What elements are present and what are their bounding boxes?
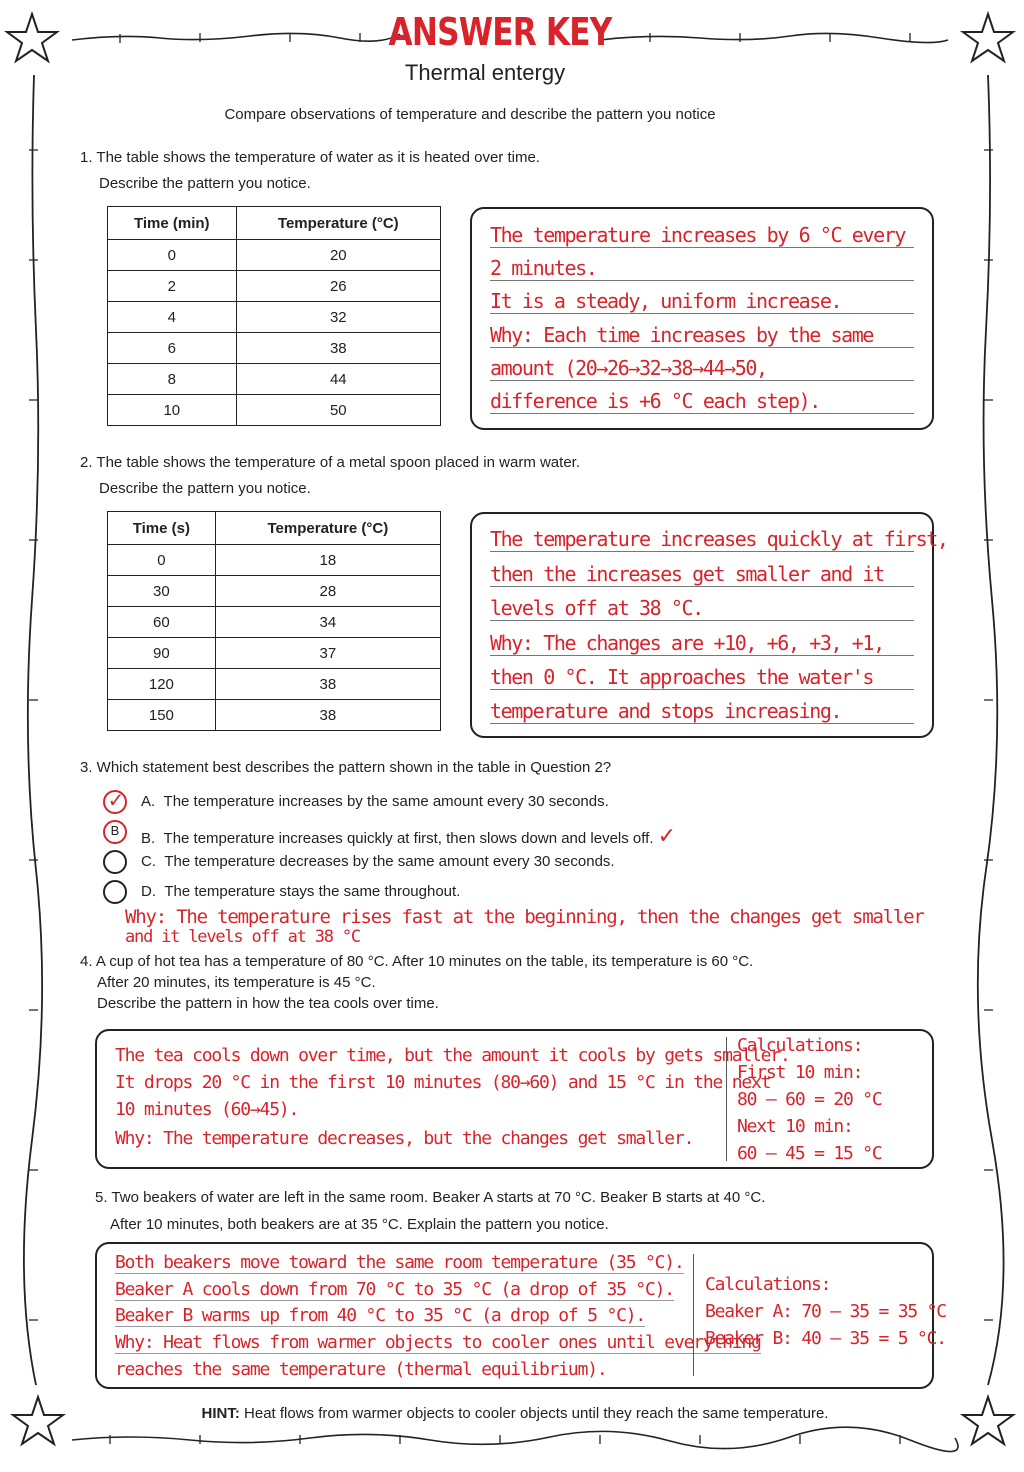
table-row: 8 44 (108, 364, 441, 395)
divider (693, 1254, 694, 1376)
q5-prompt: 5. Two beakers of water are left in the same room. Beaker A starts at 70 °C. Beaker B starts at 40 °C. (95, 1189, 766, 1206)
q2-answer-box (470, 512, 948, 738)
answer-line: Why: The temperature decreases, but the changes get smaller. (115, 1128, 694, 1149)
answer-line: The tea cools down over time, but the amount it cools by gets smaller. (115, 1045, 790, 1066)
q5-prompt-2: After 10 minutes, both beakers are at 35 °C. Explain the pattern you notice. (110, 1216, 609, 1233)
q1-prompt: 1. The table shows the temperature of water as it is heated over time. (80, 149, 540, 166)
checkmark-icon: ✓ (107, 790, 125, 812)
table-row: 4 32 (108, 302, 441, 333)
col-header: Time (s) (108, 512, 216, 545)
divider (726, 1037, 727, 1161)
option-c-radio[interactable] (103, 850, 127, 874)
intro-text: Compare observations of temperature and describe the pattern you notice (224, 106, 716, 123)
calc-line: Beaker B: 40 – 35 = 5 °C. (705, 1328, 946, 1349)
page-subtitle: Thermal entergy (404, 60, 566, 85)
answer-line: Both beakers move toward the same room temperature (35 °C). (115, 1252, 684, 1273)
table-row: 60 34 (108, 607, 441, 638)
answer-line: temperature and stops increasing. (490, 699, 914, 724)
star-icon-top-right (963, 14, 1013, 61)
table-row: 6 38 (108, 333, 441, 364)
q3-why-line-1: Why: The temperature rises fast at the beginning, then the changes get smaller (125, 906, 924, 928)
col-header: Time (min) (108, 207, 237, 240)
table-row: 120 38 (108, 669, 441, 700)
q2-table (107, 511, 441, 731)
answer-line: then 0 °C. It approaches the water's (490, 665, 914, 690)
calc-line: Calculations: (737, 1035, 863, 1056)
table-row: 10 50 (108, 395, 441, 426)
answer-line: 2 minutes. (490, 256, 914, 281)
star-icon-top-left (7, 14, 57, 61)
q2-prompt-2: Describe the pattern you notice. (99, 480, 311, 497)
calc-line: Beaker A: 70 – 35 = 35 °C (705, 1301, 946, 1322)
calc-line: 60 – 45 = 15 °C (737, 1143, 882, 1164)
answer-line: levels off at 38 °C. (490, 596, 914, 621)
calc-line: 80 – 60 = 20 °C (737, 1089, 882, 1110)
table-row: 0 20 (108, 240, 441, 271)
q2-prompt: 2. The table shows the temperature of a metal spoon placed in warm water. (80, 454, 580, 471)
answer-line: amount (20→26→32→38→44→50, (490, 356, 914, 381)
table-row: 90 37 (108, 638, 441, 669)
option-d-radio[interactable] (103, 880, 127, 904)
calc-line: First 10 min: (737, 1062, 863, 1083)
calc-line: Next 10 min: (737, 1116, 853, 1137)
answer-line: The temperature increases by 6 °C every (490, 223, 914, 248)
option-c[interactable]: C. The temperature decreases by the same amount every 30 seconds. (141, 853, 615, 870)
q4-prompt: 4. A cup of hot tea has a temperature of 80 °C. After 10 minutes on the table, its temperature is 60 °C. (80, 953, 754, 970)
option-d[interactable]: D. The temperature stays the same throughout. (141, 883, 461, 900)
q4-answer-box (95, 1029, 934, 1169)
answer-line: difference is +6 °C each step). (490, 389, 914, 414)
answer-line: The temperature increases quickly at first, (490, 527, 948, 551)
answer-line: then the increases get smaller and it (490, 562, 914, 587)
table-row: 0 18 (108, 545, 441, 576)
answer-line: Why: Heat flows from warmer objects to cooler ones until everything (115, 1332, 761, 1353)
option-b[interactable]: B. The temperature increases quickly at first, then slows down and levels off. ✓ (141, 823, 677, 848)
calc-line: Calculations: (705, 1274, 831, 1295)
page-title: ANSWER KEY (388, 10, 612, 54)
q1-table (107, 206, 441, 426)
table-row: 30 28 (108, 576, 441, 607)
q3-why-line-2: and it levels off at 38 °C (125, 927, 360, 947)
q3-prompt: 3. Which statement best describes the pattern shown in the table in Question 2? (80, 759, 612, 776)
answer-line: It is a steady, uniform increase. (490, 289, 914, 314)
option-a[interactable]: A. The temperature increases by the same amount every 30 seconds. (141, 793, 609, 810)
answer-line: It drops 20 °C in the first 10 minutes (80→60) and 15 °C in the next (115, 1072, 771, 1093)
option-b-letter-mark: B (110, 823, 120, 838)
q4-prompt-3: Describe the pattern in how the tea cools over time. (97, 995, 439, 1012)
correct-check-icon: ✓ (657, 823, 677, 848)
q4-prompt-2: After 20 minutes, its temperature is 45 °C. (97, 974, 376, 991)
answer-line: 10 minutes (60→45). (115, 1099, 299, 1120)
table-row: 2 26 (108, 271, 441, 302)
q1-answer-box (470, 207, 934, 430)
answer-line: Why: Each time increases by the same (490, 323, 914, 348)
col-header: Temperature (°C) (215, 512, 440, 545)
table-row: 150 38 (108, 700, 441, 731)
answer-line: Why: The changes are +10, +6, +3, +1, (490, 631, 914, 656)
answer-line: Beaker A cools down from 70 °C to 35 °C (a drop of 35 °C). (115, 1279, 674, 1300)
answer-line: reaches the same temperature (thermal equilibrium). (115, 1359, 607, 1380)
col-header: Temperature (°C) (236, 207, 440, 240)
hint-text: HINT: Heat flows from warmer objects to cooler objects until they reach the same temperature. (201, 1405, 829, 1422)
q1-prompt-2: Describe the pattern you notice. (99, 175, 311, 192)
answer-line: Beaker B warms up from 40 °C to 35 °C (a drop of 5 °C). (115, 1305, 646, 1326)
q5-answer-box (95, 1242, 946, 1389)
